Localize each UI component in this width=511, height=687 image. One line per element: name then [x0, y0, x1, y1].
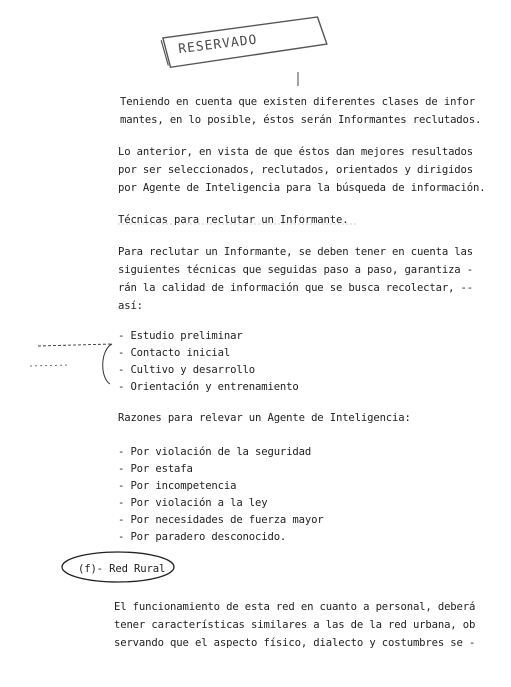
text-line: así:	[118, 300, 143, 312]
section-label-red-rural: (f)- Red Rural	[78, 563, 166, 575]
list-item: - Por violación de la seguridad	[118, 446, 312, 458]
text-line: mantes, en lo posible, éstos serán Informantes reclutados.	[120, 114, 482, 126]
list-item: - Contacto inicial	[118, 347, 231, 359]
list-item: - Por estafa	[118, 463, 193, 475]
list-item: - Por necesidades de fuerza mayor	[118, 514, 324, 526]
stamp-text: RESERVADO	[177, 32, 259, 58]
list-item: - Por incompetencia	[118, 480, 237, 492]
text-line: El funcionamiento de esta red en cuanto a personal, deberá	[114, 601, 476, 613]
text-line: tener características similares a las de la red urbana, ob	[114, 619, 476, 631]
text-line: por ser seleccionados, reclutados, orientados y dirigidos	[118, 164, 473, 176]
text-line: siguientes técnicas que seguidas paso a paso, garantiza -	[118, 264, 473, 276]
text-line: por Agente de Inteligencia para la búsqueda de información.	[118, 182, 486, 194]
list-item: - Orientación y entrenamiento	[118, 381, 299, 393]
list-item: - Cultivo y desarrollo	[118, 364, 256, 376]
section-heading: Razones para relevar un Agente de Inteligencia:	[118, 412, 411, 424]
section-heading: Técnicas para reclutar un Informante.	[118, 214, 349, 226]
text-line: Para reclutar un Informante, se deben tener en cuenta las	[118, 246, 473, 258]
text-line: servando que el aspecto físico, dialecto y costumbres se -	[114, 637, 476, 649]
text-line: Lo anterior, en vista de que éstos dan mejores resultados	[118, 146, 473, 158]
list-item: - Estudio preliminar	[118, 330, 243, 342]
list-item: - Por violación a la ley	[118, 497, 268, 509]
text-line: Teniendo en cuenta que existen diferentes clases de infor	[120, 96, 475, 108]
text-line: rán la calidad de información que se busca recolectar, --	[118, 282, 473, 294]
list-item: - Por paradero desconocido.	[118, 531, 287, 543]
